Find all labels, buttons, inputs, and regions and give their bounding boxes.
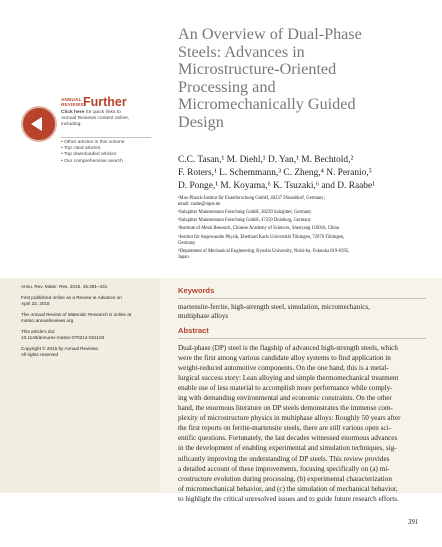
affiliation-email[interactable]: email: raabe@mpie.de <box>178 202 221 208</box>
affiliation <box>178 196 428 208</box>
title-line: Micromechanically Guided <box>178 95 356 114</box>
affiliation-line: ⁴Institute of Metal Research, Chinese Academy of Sciences, Shenyang 110016, China <box>178 226 339 232</box>
abstract-line: were the first among various candidate alloy systems to find application in <box>178 354 391 363</box>
author-line: C.C. Tasan,¹ M. Diehl,¹ D. Yan,¹ M. Bechtold,² <box>178 155 354 165</box>
title-line: Processing and <box>178 77 276 96</box>
affiliation <box>178 235 428 247</box>
affiliation <box>178 218 428 224</box>
abstract-heading: Abstract <box>178 326 209 335</box>
citation: Annu. Rev. Mater. Res. 2015. 45:391–431 <box>21 284 108 289</box>
published-date: April 23, 2015 <box>21 301 50 306</box>
affiliation-line: ⁵Institut für Angewandte Physik, Eberhard Karls Universität Tübingen, 72076 Tübingen, <box>178 234 345 240</box>
abstract-line: the first reports on ferrite-martensite steels, there are still various open sci- <box>178 424 391 433</box>
further-link-item[interactable]: • Top cited articles <box>61 146 101 152</box>
title-line: Design <box>178 112 224 131</box>
abstract-line: weight-reduced automotive components. On the one hand, this is a metal- <box>178 364 389 373</box>
affiliation-line: ³Salzgitter Mannesmann Forschung GmbH, 47259 Duisburg, Germany <box>178 218 312 224</box>
divider <box>178 338 426 339</box>
abstract-line: in the development of enabling experimental and simulation techniques, sig- <box>178 444 397 453</box>
affiliation <box>178 249 428 261</box>
annual-reviews-further-box[interactable] <box>21 92 153 184</box>
further-description <box>61 110 151 128</box>
click-here-link[interactable]: Click here <box>61 110 85 115</box>
copyright: Copyright © 2015 by Annual Reviews. <box>21 346 99 351</box>
affiliation-line: ⁶Department of Mechanical Engineering, Kyushu University, Nishi-ku, Fukuoka 819-0395, <box>178 248 350 254</box>
affiliation-line: ¹Max-Planck-Institut für Eisenforschung GmbH, 40237 Düsseldorf, Germany; <box>178 196 325 201</box>
author-line: F. Roters,¹ L. Schemmann,³ C. Zheng,⁴ N. Peranio,⁵ <box>178 167 372 178</box>
abstract-line: crostructure evolution during processing, (b) experimental characterization <box>178 474 392 483</box>
abstract-line: plexity of microstructure physics in multiphase alloys: Roughly 50 years after <box>178 414 401 423</box>
abstract-line: ing with demanding environmental and economic constraints. On the other <box>178 394 392 403</box>
article-metadata-panel <box>0 278 160 493</box>
abstract-line: to highlight the critical unresolved issues and to guide future research efforts. <box>178 494 399 503</box>
keywords-heading: Keywords <box>178 286 215 295</box>
journal-prefix: The <box>21 312 31 317</box>
page-number: 391 <box>408 519 419 526</box>
affiliation-list <box>178 196 428 263</box>
abstract-line: of micromechanical behavior, and (c) the simulation of mechanical behavior, <box>178 484 398 493</box>
annual-reviews-logo <box>61 97 84 107</box>
affiliation <box>178 226 428 232</box>
abstract-line: a detailed account of these improvements, focusing specifically on (a) mi- <box>178 464 390 473</box>
author-list <box>178 154 423 192</box>
article-metadata <box>21 284 156 363</box>
title-line: Steels: Advances in <box>178 42 305 61</box>
journal-url[interactable]: matsci.annualreviews.org <box>21 318 74 323</box>
title-line: An Overview of Dual-Phase <box>178 25 362 43</box>
logo-line: ANNUAL <box>61 97 82 102</box>
affiliation-line: Japan <box>178 254 189 260</box>
journal-suffix: is online at <box>107 312 132 317</box>
abstract-line: enable use of less material to accomplish more performance while comply- <box>178 384 393 393</box>
author-line: D. Ponge,¹ M. Koyama,⁶ K. Tsuzaki,⁶ and D. Raabe¹ <box>178 180 375 191</box>
abstract-line: entific questions. Fortunately, the last decades witnessed enormous advances <box>178 434 398 443</box>
further-links-list <box>61 140 124 165</box>
further-link-item[interactable]: • Other articles in this volume <box>61 140 125 145</box>
click-text: Annual Reviews content online, <box>61 116 130 122</box>
abstract-line: nificantly improving the understanding of DP steels. This review provides <box>178 454 390 463</box>
journal-name: Annual Review of Materials Research <box>30 312 108 317</box>
affiliation <box>178 210 428 216</box>
divider <box>178 298 426 299</box>
published-online: First published online as a Review in Advance on <box>21 295 122 300</box>
keywords-line: multiphase alloys <box>178 312 229 320</box>
doi-link[interactable]: 10.1146/annurev-matsci-070214-021103 <box>21 335 105 340</box>
article-title <box>178 26 428 132</box>
abstract-line: hand, the enormous literature on DP steels demonstrates the immense com- <box>178 404 393 413</box>
abstract-body <box>178 343 426 504</box>
divider <box>61 137 151 138</box>
rights: All rights reserved <box>21 352 59 357</box>
doi-label: This article's doi: <box>21 329 56 334</box>
further-link-item[interactable]: • Our comprehensive search <box>61 158 123 164</box>
affiliation-line: ²Salzgitter Mannesmann Forschung GmbH, 38239 Salzgitter, Germany <box>178 210 312 216</box>
title-line: Microstructure-Oriented <box>178 60 337 79</box>
abstract-line: Dual-phase (DP) steel is the flagship of advanced high-strength steels, which <box>178 344 398 352</box>
affiliation-line: Germany <box>178 240 196 246</box>
abstract-line: lurgical success story: Lean alloying and simple thermomechanical treatment <box>178 374 399 383</box>
keywords <box>178 303 426 321</box>
further-link-item[interactable]: • Top downloaded articles <box>61 152 117 158</box>
further-heading: Further <box>83 95 127 109</box>
click-text: including: <box>61 122 82 128</box>
click-text: for quick links to <box>84 110 121 115</box>
back-arrow-icon[interactable] <box>21 106 57 142</box>
logo-line: REVIEWS <box>61 102 84 107</box>
keywords-line: martensite-ferrite, high-strength steel, simulation, micromechanics, <box>178 303 370 311</box>
